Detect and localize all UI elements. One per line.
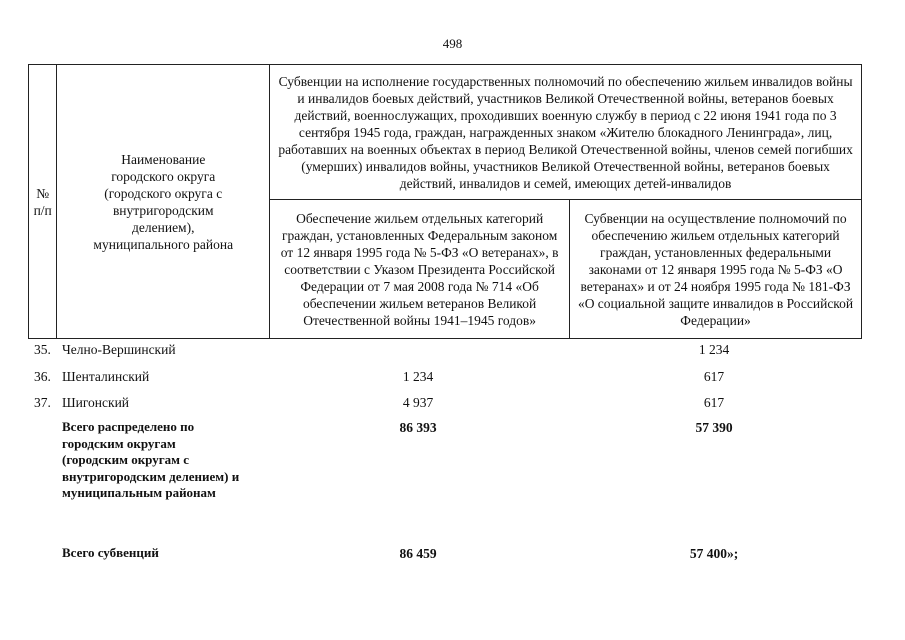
total-distributed-subventions: 57 390 bbox=[695, 420, 733, 435]
row-number: 35. bbox=[34, 342, 51, 357]
total-subventions-housing: 86 459 bbox=[399, 546, 437, 561]
row-name: Шигонский bbox=[62, 395, 130, 410]
row-value-housing: 4 937 bbox=[402, 395, 434, 410]
header-number-column: № п/п bbox=[29, 65, 57, 339]
row-value-housing: 1 234 bbox=[402, 369, 434, 384]
page-number: 498 bbox=[442, 36, 463, 51]
total-distributed-housing: 86 393 bbox=[399, 420, 437, 435]
row-value-subventions: 617 bbox=[703, 369, 725, 384]
header-name-column: Наименование городского округа (городского округа с внутригородским делением), муниципального района bbox=[57, 65, 270, 339]
header-group-title: Субвенции на исполнение государственных полномочий по обеспечению жильем инвалидов войны и инвалидов боевых действий, участников Великой Отечественной войны, ветеранов боевых действий, военнослужащих, проходивших военную службу в период с 22 июня 1941 года по 3 сентября 1945 года, граждан, награжденных знаком «Жителю блокадного Ленинграда», лиц, работавших на военных объектах в период Великой Отечественной войны, членов семей погибших (умерших) инвалидов войны, участников Великой Отечественной войны, ветеранов боевых действий, инвалидов и семей, имеющих детей-инвалидов bbox=[270, 65, 862, 200]
row-value-subventions: 617 bbox=[703, 395, 725, 410]
header-subcolumn-subventions: Субвенции на осуществление полномочий по обеспечению жильем отдельных категорий граждан, установленных федеральными законами от 12 января 1995 года № 5-ФЗ «О ветеранах» и от 24 ноября 1995 года № 181-ФЗ «О социальной защите инвалидов в Российской Федерации» bbox=[570, 200, 862, 339]
row-name: Челно-Вершинский bbox=[62, 342, 176, 357]
row-value-subventions: 1 234 bbox=[698, 342, 730, 357]
total-subventions-subventions: 57 400»; bbox=[689, 546, 739, 561]
row-number: 37. bbox=[34, 395, 51, 410]
row-name: Шенталинский bbox=[62, 369, 150, 384]
row-number: 36. bbox=[34, 369, 51, 384]
table-header bbox=[28, 64, 862, 339]
total-subventions-label: Всего субвенций bbox=[62, 545, 159, 560]
header-subcolumn-housing: Обеспечение жильем отдельных категорий граждан, установленных Федеральным законом от 12 января 1995 года № 5-ФЗ «О ветеранах», в соответствии с Указом Президента Российской Федерации от 7 мая 2008 года № 714 «Об обеспечении жильем ветеранов Великой Отечественной войны 1941–1945 годов» bbox=[270, 200, 570, 339]
total-distributed-label: Всего распределено по городским округам (городским округам с внутригородским делением) и муниципальным районам bbox=[62, 419, 240, 500]
